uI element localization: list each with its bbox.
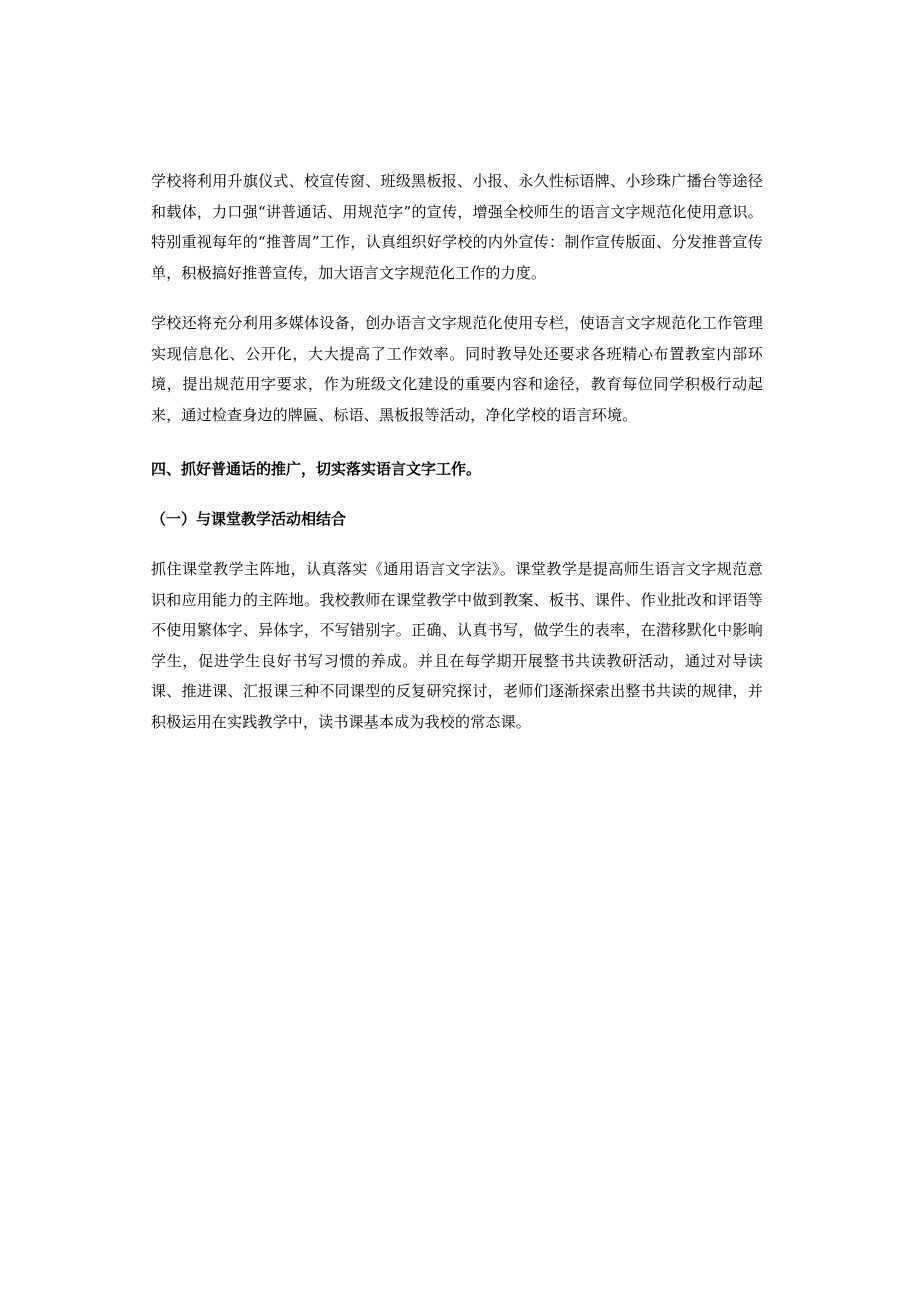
document-body bbox=[151, 166, 763, 737]
paragraph-publicity-channels: 学校将利用升旗仪式、校宣传窗、班级黑板报、小报、永久性标语牌、小珍珠广播台等途径和载体，力口强“讲普通话、用规范字”的宣传，增强全校师生的语言文字规范化使用意识。特别重视每年的“推普周”工作，认真组织好学校的内外宣传：制作宣传版面、分发推普宣传单，积极搞好推普宣传，加大语言文字规范化工作的力度。 bbox=[151, 172, 763, 282]
paragraph-classroom-teaching: 抓住课堂教学主阵地，认真落实《通用语言文字法》。课堂教学是提高师生语言文字规范意识和应用能力的主阵地。我校教师在课堂教学中做到教案、板书、课件、作业批改和评语等不使用繁体字、异体字，不写错别字。正确、认真书写，做学生的表率，在潜移默化中影响学生，促进学生良好书写习惯的养成。并且在每学期开展整书共读教研活动，通过对导读课、推进课、汇报课三种不同课型的反复研究探讨，老师们逐渐探索出整书共读的规律，并积极运用在实践教学中，读书课基本成为我校的常态课。 bbox=[151, 560, 763, 731]
section-heading: 四、抓好普通话的推广，切实落实语言文字工作。 bbox=[151, 460, 482, 478]
paragraph-multimedia-column: 学校还将充分利用多媒体设备，创办语言文字规范化使用专栏，使语言文字规范化工作管理实现信息化、公开化，大大提高了工作效率。同时教导处还要求各班精心布置教室内部环境，提出规范用字要求，作为班级文化建设的重要内容和途径，教育每位同学积极行动起来，通过检查身边的牌匾、标语、黑板报等活动，净化学校的语言环境。 bbox=[151, 314, 763, 424]
subsection-heading: （一）与课堂教学活动相结合 bbox=[151, 510, 347, 528]
